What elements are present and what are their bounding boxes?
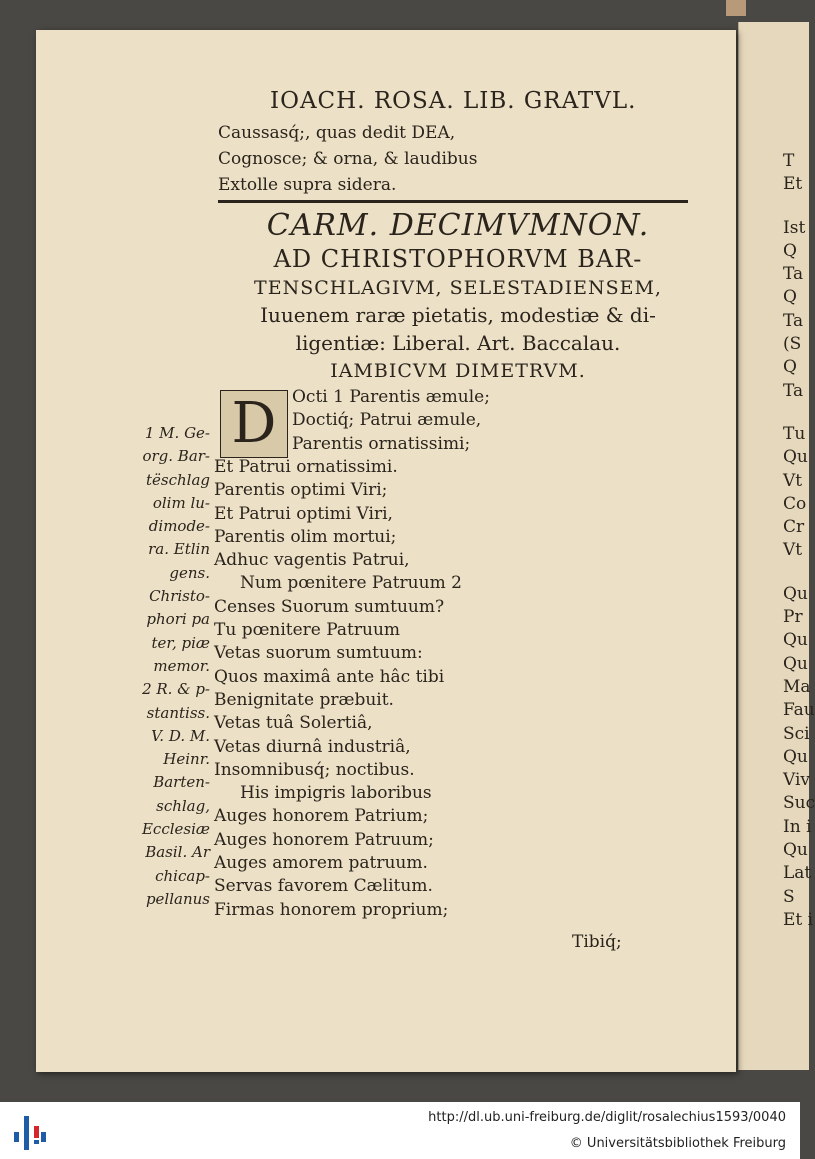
verse-line: Benignitate præbuit.: [214, 689, 394, 710]
facing-line-fragment: [783, 403, 815, 423]
verse-line: Censes Suorum sumtuum?: [214, 596, 445, 617]
facing-line-fragment: Ma: [783, 676, 811, 697]
facing-line-fragment: Q: [783, 357, 797, 378]
meter-label: IAMBICVM DIMETRVM.: [330, 360, 586, 382]
verse-line: Octi 1 Parentis æmule;: [292, 387, 490, 407]
document-url-link[interactable]: http://dl.ub.uni-freiburg.de/diglit/rosalechius1593/0040: [428, 1110, 786, 1125]
facing-line-fragment: Pr: [783, 607, 803, 628]
facing-line-fragment: Cr: [783, 517, 805, 538]
margin-note-line: olim lu-: [152, 493, 210, 512]
verse-line: Parentis olim mortui;: [214, 526, 397, 547]
facing-line-fragment: Fau: [783, 700, 815, 721]
poem-title-line: ligentiæ: Liberal. Art. Baccalau.: [295, 331, 621, 355]
verse-line: Quos maximâ ante hâc tibi: [214, 666, 445, 687]
margin-note-line: Ecclesiæ: [141, 820, 210, 839]
margin-note-line: phori pa: [146, 610, 210, 629]
margin-note-line: 1 M. Ge-: [144, 424, 210, 442]
poem-title-line: AD CHRISTOPHORVM BAR-: [273, 245, 643, 273]
facing-line-fragment: Viv: [783, 770, 811, 791]
margin-note-line: tëschlag: [145, 470, 210, 489]
verse-line: Parentis optimi Viri;: [214, 480, 388, 501]
running-head: IOACH. ROSA. LIB. GRATVL.: [270, 88, 637, 114]
verse-line: His impigris laboribus: [240, 783, 432, 804]
facing-line-fragment: Et: [783, 174, 803, 195]
stanza-line: Cognosce; & orna, & laudibus: [218, 149, 478, 169]
verse-line: Vetas suorum sumtuum:: [214, 643, 423, 664]
verse-line: Num pœnitere Patruum 2: [240, 573, 462, 594]
facing-line-fragment: In i: [783, 816, 812, 837]
margin-note-line: Basil. Ar: [145, 843, 210, 862]
verse-line: Auges amorem patruum.: [214, 853, 428, 874]
margin-note-line: Christo-: [149, 587, 210, 606]
verse-line: Insomnibusq́; noctibus.: [214, 759, 415, 780]
margin-note-line: org. Bar-: [142, 447, 210, 466]
poem-title-line: TENSCHLAGIVM, SELESTADIENSEM,: [254, 277, 662, 299]
copyright-notice: © Universitätsbibliothek Freiburg: [569, 1136, 786, 1151]
facing-line-fragment: [783, 563, 815, 583]
facing-line-fragment: Lat: [783, 863, 812, 884]
section-divider-rule: [218, 200, 688, 203]
margin-note-line: 2 R. & p-: [142, 680, 210, 699]
facing-line-fragment: Qu: [783, 746, 808, 767]
poem-title-line: Iuuenem raræ pietatis, modestiæ & di-: [260, 303, 656, 327]
decorated-initial: [220, 390, 288, 458]
verse-body: [214, 456, 462, 922]
facing-line-fragment: Vt: [783, 470, 803, 491]
initial-letter: D: [231, 391, 277, 456]
poem-title-heading: CARM. DECIMVMNON.: [266, 208, 650, 243]
margin-note-line: Heinr.: [163, 750, 210, 769]
margin-note-line: stantiss.: [146, 703, 210, 722]
facing-line-fragment: Ta: [783, 380, 804, 401]
marginal-note: [118, 422, 210, 911]
facing-line-fragment: [783, 197, 815, 217]
margin-note-line: dimode-: [148, 517, 210, 536]
verse-line: Servas favorem Cælitum.: [214, 876, 433, 897]
verse-line: Auges honorem Patruum;: [214, 829, 434, 850]
verse-line: Adhuc vagentis Patrui,: [214, 550, 410, 571]
page-marker-tab: [726, 0, 746, 16]
margin-note-line: chicap-: [155, 866, 210, 885]
facing-page-text: [783, 150, 815, 932]
facing-line-fragment: Qu: [783, 447, 808, 468]
verse-line: Et Patrui optimi Viri,: [214, 503, 393, 524]
facing-line-fragment: Sci: [783, 723, 810, 744]
margin-note-line: V. D. M.: [151, 726, 210, 745]
stanza-line: Caussasq́;, quas dedit DEA,: [218, 123, 456, 143]
facing-page: [738, 22, 815, 1070]
facing-line-fragment: Ist: [783, 217, 806, 238]
verse-line: Tu pœnitere Patruum: [214, 620, 401, 641]
facing-line-fragment: Qu: [783, 840, 808, 861]
margin-note-line: Barten-: [153, 773, 210, 792]
verse-line: Et Patrui ornatissimi.: [214, 457, 398, 477]
facing-line-fragment: Qu: [783, 653, 808, 674]
verse-line: Doctiq́; Patrui æmule,: [292, 410, 482, 431]
verse-line: Vetas tuâ Solertiâ,: [214, 713, 373, 734]
facing-line-fragment: S: [783, 886, 795, 907]
margin-note-line: ter, piæ: [151, 633, 210, 652]
facing-line-fragment: Co: [783, 493, 807, 514]
verse-line: Parentis ornatissimi;: [292, 433, 471, 454]
verse-line: Vetas diurnâ industriâ,: [214, 736, 411, 757]
facing-line-fragment: Tu: [783, 423, 806, 444]
facing-line-fragment: Qu: [783, 583, 808, 604]
facing-line-fragment: Ta: [783, 264, 804, 285]
margin-note-line: pellanus: [145, 889, 210, 908]
viewer-footer: [0, 1102, 800, 1159]
facing-line-fragment: Ta: [783, 310, 804, 331]
facing-line-fragment: Q: [783, 240, 797, 261]
catchword: Tibiq́;: [572, 932, 622, 952]
stanza-line: Extolle supra sidera.: [218, 175, 397, 195]
facing-line-fragment: T: [783, 151, 795, 171]
margin-note-line: ra. Etlin: [148, 540, 210, 559]
facing-line-fragment: Suc: [783, 793, 815, 814]
facing-line-fragment: Qu: [783, 630, 808, 651]
verse-line: Firmas honorem proprium;: [214, 899, 449, 920]
facing-line-fragment: Et i: [783, 909, 814, 930]
facing-line-fragment: Vt: [783, 540, 803, 561]
facing-line-fragment: Q: [783, 287, 797, 308]
facing-line-fragment: (S: [783, 334, 802, 355]
margin-note-line: gens.: [169, 563, 210, 582]
verse-line: Auges honorem Patrium;: [214, 806, 429, 827]
library-logo-icon: [10, 1110, 50, 1152]
margin-note-line: schlag,: [156, 796, 210, 815]
top-stanza: [218, 120, 477, 198]
margin-note-line: memor.: [153, 656, 210, 675]
verse-opening: [292, 386, 490, 456]
